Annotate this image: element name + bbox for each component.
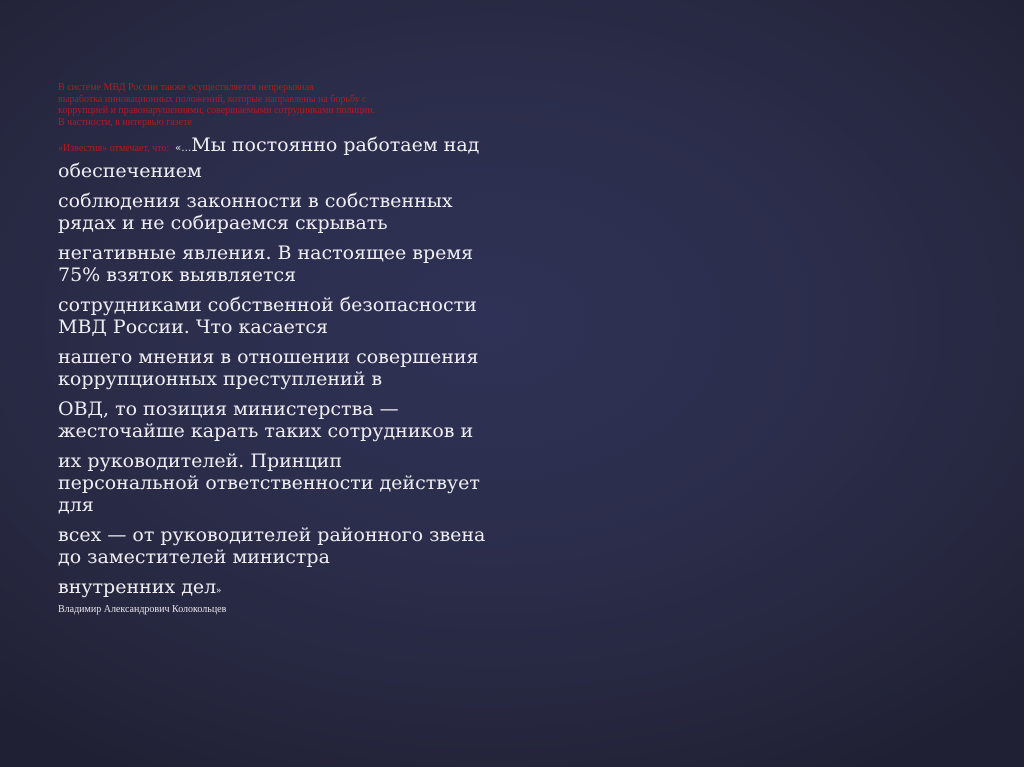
quote-line: сотрудниками собственной безопасности: [58, 294, 477, 316]
quote-open-mark: «…: [175, 143, 192, 154]
quote-lead: «Известия» отмечает, что:: [58, 143, 170, 154]
quote-line: персональной ответственности действует: [58, 472, 480, 494]
quote-line: обеспечением: [58, 160, 202, 182]
quote-line: коррупционных преступлений в: [58, 368, 383, 390]
quote-line: рядах и не собираемся скрывать: [58, 212, 388, 234]
quote-line: [58, 576, 618, 602]
intro-line: выработка инновационных положений, которые направлены на борьбу с: [58, 93, 367, 105]
quote-line: МВД России. Что касается: [58, 316, 329, 338]
quote-line: всех — от руководителей районного звена: [58, 524, 486, 546]
intro-line: В системе МВД России также осуществляется непрерывная: [58, 82, 314, 93]
intro-paragraph: [58, 82, 488, 128]
quote-line: 75% взяток выявляется: [58, 264, 297, 286]
quote-line: нашего мнения в отношении совершения: [58, 346, 479, 368]
quote-text: внутренних дел: [58, 576, 217, 598]
quote-line: негативные явления. В настоящее время: [58, 242, 474, 264]
quote-line: их руководителей. Принцип: [58, 450, 342, 472]
quote-line: ОВД, то позиция министерства —: [58, 398, 399, 420]
quote-close-mark: »: [216, 585, 222, 596]
quote-line: до заместителей министра: [58, 546, 330, 568]
quote-line: соблюдения законности в собственных: [58, 190, 453, 212]
quote-line: жесточайше карать таких сотрудников и: [58, 420, 474, 442]
quote-author: Владимир Александрович Колокольцев: [58, 604, 227, 615]
intro-line: В частности, в интервью газете: [58, 116, 192, 128]
quote-line: для: [58, 494, 94, 516]
quote-block: [58, 134, 618, 602]
intro-line: коррупцией и правонарушениями, совершаемыми сотрудниками полиции.: [58, 105, 376, 116]
quote-line: [58, 134, 618, 160]
quote-text: Мы постоянно работаем над: [191, 134, 480, 156]
